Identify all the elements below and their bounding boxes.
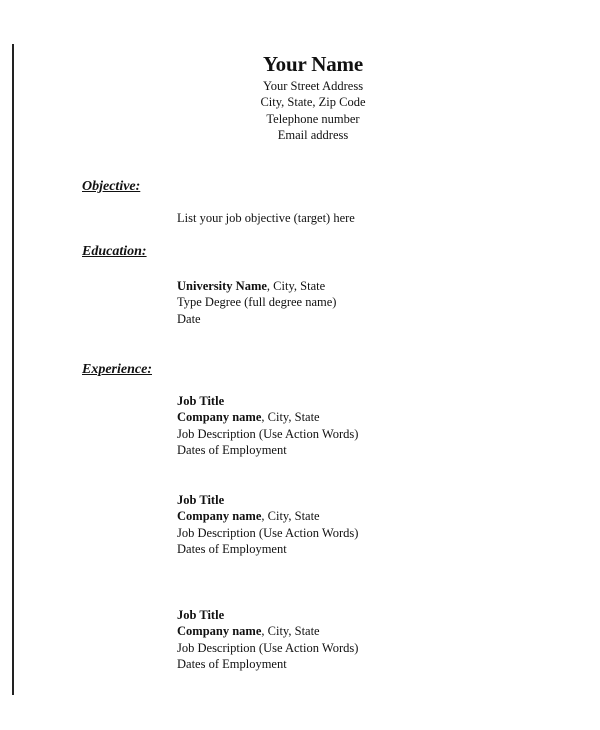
company-line [177,508,358,524]
resume-name: Your Name [263,52,363,76]
education-date: Date [177,311,201,326]
company-name: Company name [177,410,262,425]
job-title: Job Title [177,493,225,507]
page-left-border [12,44,14,695]
university-line [177,278,336,294]
telephone: Telephone number [266,111,360,126]
company-name: Company name [177,624,262,639]
company-location: , City, State [261,509,320,524]
objective-section [177,210,355,226]
email-address: Email address [277,127,349,142]
company-location: , City, State [261,624,320,639]
company-name: Company name [177,509,262,524]
employment-dates: Dates of Employment [177,442,287,457]
job-description: Job Description (Use Action Words) [177,640,359,655]
university-name: University Name [177,279,267,293]
employment-dates: Dates of Employment [177,656,287,671]
education-section [177,278,336,327]
job-title: Job Title [177,394,225,408]
company-location: , City, State [261,410,320,425]
experience-heading: Experience: [82,362,152,377]
company-line [177,623,358,639]
experience-entry-3 [177,607,358,672]
job-description: Job Description (Use Action Words) [177,426,359,441]
job-description: Job Description (Use Action Words) [177,525,359,540]
job-title: Job Title [177,608,225,622]
company-line [177,409,358,425]
experience-entry-2 [177,492,358,557]
university-location: , City, State [266,279,326,293]
street-address: Your Street Address [262,79,364,93]
objective-text: List your job objective (target) here [177,211,355,225]
employment-dates: Dates of Employment [177,541,287,556]
city-state-zip: City, State, Zip Code [260,95,366,110]
objective-heading: Objective: [82,179,141,194]
education-heading: Education: [82,244,147,259]
experience-entry-1 [177,393,358,458]
resume-header [213,50,413,143]
degree-line: Type Degree (full degree name) [177,295,337,310]
